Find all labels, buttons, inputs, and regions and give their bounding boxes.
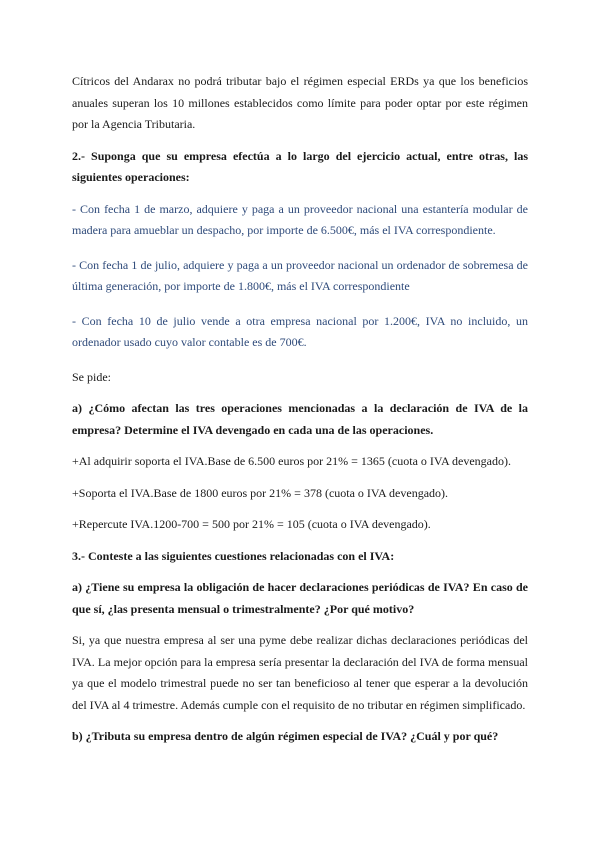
question-3-heading: 3.- Conteste a las siguientes cuestiones relacionadas con el IVA:	[72, 548, 395, 563]
question-2a-heading: a) ¿Cómo afectan las tres operaciones mencionadas a la declaración de IVA de la empresa? Determine el IVA devengado en cada una de las operaciones.	[72, 401, 528, 437]
answer-2a-line-1: +Al adquirir soporta el IVA.Base de 6.500 euros por 21% = 1365 (cuota o IVA devengado).	[72, 454, 512, 468]
question-3a-heading: a) ¿Tiene su empresa la obligación de hacer declaraciones periódicas de IVA? En caso de que sí, ¿las presenta mensual o trimestralmente? ¿Por qué motivo?	[72, 580, 528, 616]
operation-3: - Con fecha 10 de julio vende a otra empresa nacional por 1.200€, IVA no incluido, un ordenador usado cuyo valor contable es de 700€.	[72, 313, 528, 349]
answer-2a-line-2: +Soporta el IVA.Base de 1800 euros por 21% = 378 (cuota o IVA devengado).	[72, 485, 449, 500]
question-3b-heading: b) ¿Tributa su empresa dentro de algún régimen especial de IVA? ¿Cuál y por qué?	[72, 729, 499, 743]
operation-2: - Con fecha 1 de julio, adquiere y paga a un proveedor nacional un ordenador de sobremesa de última generación, por importe de 1.800€, más el IVA correspondiente	[72, 257, 528, 293]
question-2-heading: 2.- Suponga que su empresa efectúa a lo largo del ejercicio actual, entre otras, las siguientes operaciones:	[72, 148, 528, 184]
operation-1: - Con fecha 1 de marzo, adquiere y paga a un proveedor nacional una estantería modular de madera para amueblar un despacho, por importe de 6.500€, más el IVA correspondiente.	[72, 201, 528, 237]
intro-paragraph: Cítricos del Andarax no podrá tributar bajo el régimen especial ERDs ya que los beneficios anuales superan los 10 millones establecidos como límite para poder optar por este régimen por la Agencia Tributaria.	[72, 74, 528, 131]
se-pide-label: Se pide:	[72, 369, 111, 384]
answer-3a-paragraph: Si, ya que nuestra empresa al ser una pyme debe realizar dichas declaraciones periódicas del IVA. La mejor opción para la empresa sería presentar la declaración del IVA de forma mensual ya que el modelo trimestral puede no ser tan beneficioso al tener que esperar a la devolución del IVA al 4 trimestre. Además cumple con el requisito de no tributar en régimen simplificado.	[72, 633, 528, 712]
answer-2a-line-3: +Repercute IVA.1200-700 = 500 por 21% = 105 (cuota o IVA devengado).	[72, 517, 431, 531]
